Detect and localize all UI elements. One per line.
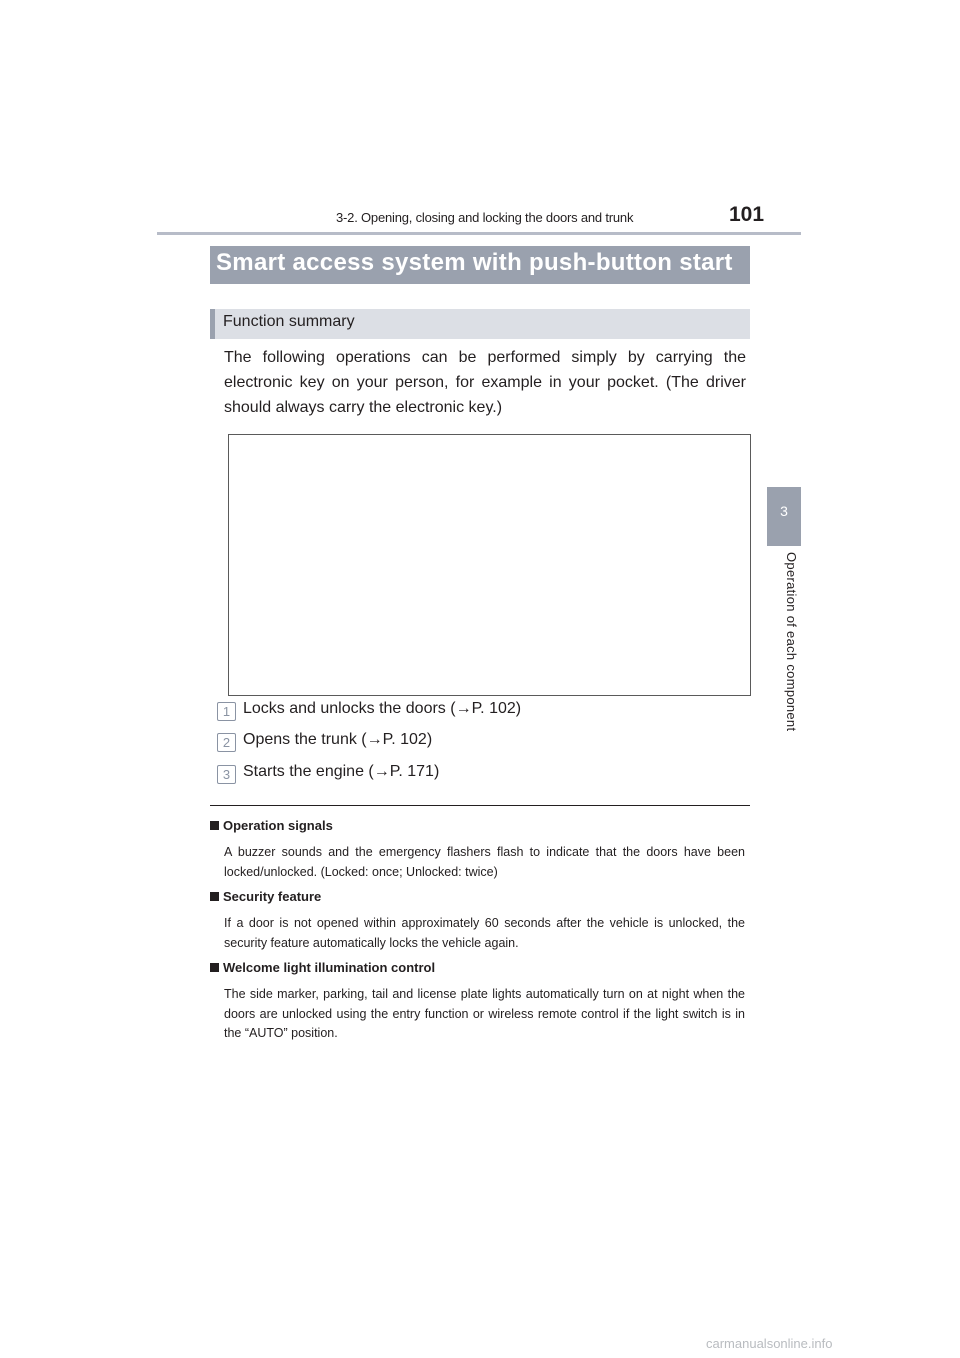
list-number-badge: 1 [217, 702, 236, 721]
list-item-text: Locks and unlocks the doors (→P. 102) [243, 700, 522, 717]
note-body: If a door is not opened within approximately 60 seconds after the vehicle is unlocked, the security feature automatically locks the vehicle again. [224, 916, 745, 950]
watermark: carmanualsonline.info [706, 1336, 833, 1351]
note-heading [210, 818, 333, 833]
header-rule [157, 232, 801, 235]
square-bullet-icon [210, 821, 219, 830]
note-heading-text: Welcome light illumination control [223, 960, 436, 975]
section-divider [210, 805, 750, 806]
chapter-number: 3 [780, 503, 788, 519]
page-title: Smart access system with push-button start [216, 249, 733, 276]
list-item-text: Starts the engine (→P. 171) [243, 763, 440, 780]
intro-paragraph: The following operations can be performed simply by carrying the electronic key on your person, for example in your pocket. (The driver should always carry the electronic key.) [224, 349, 746, 416]
note-body: The side marker, parking, tail and license plate lights automatically turn on at night when the doors are unlocked using the entry function or wireless remote control if the light switch is in the “AUTO” position. [224, 987, 745, 1040]
section-header: 3-2. Opening, closing and locking the doors and trunk [336, 210, 634, 225]
list-number-badge: 2 [217, 733, 236, 752]
subheading-accent [210, 309, 215, 339]
illustration-frame [228, 434, 751, 696]
square-bullet-icon [210, 963, 219, 972]
chapter-title: Operation of each component [784, 552, 799, 732]
list-item-text: Opens the trunk (→P. 102) [243, 731, 433, 748]
note-heading [210, 889, 321, 904]
page-number: 101 [729, 203, 765, 226]
list-number-badge: 3 [217, 765, 236, 784]
note-heading-text: Operation signals [223, 818, 333, 833]
note-heading [210, 960, 435, 975]
note-body: A buzzer sounds and the emergency flashers flash to indicate that the doors have been locked/unlocked. (Locked: once; Unlocked: twice) [224, 845, 745, 879]
square-bullet-icon [210, 892, 219, 901]
subheading-title: Function summary [223, 313, 355, 330]
note-heading-text: Security feature [223, 889, 322, 904]
